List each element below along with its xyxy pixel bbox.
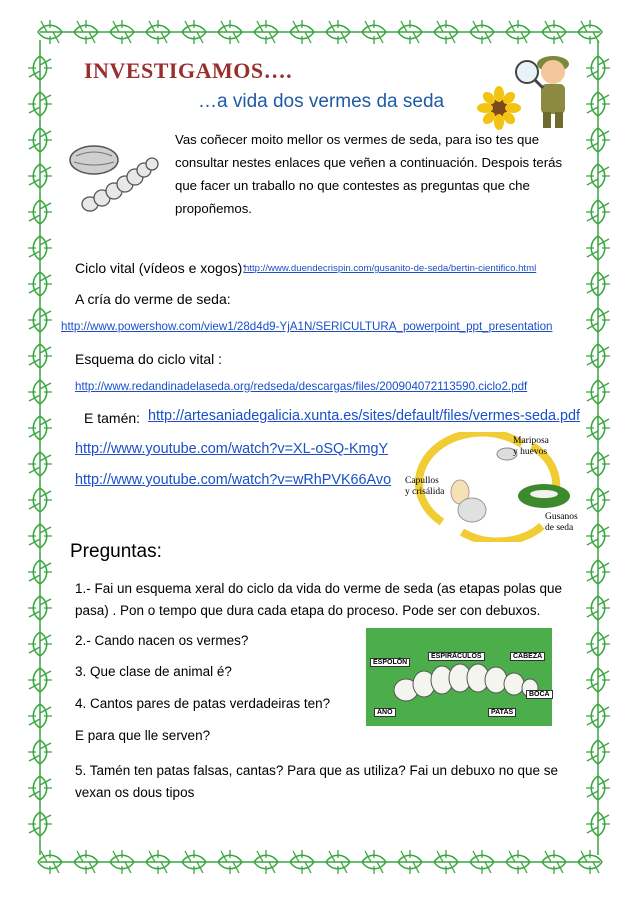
cria-label: A cría do verme de seda: xyxy=(75,291,231,307)
youtube-link-2[interactable]: http://www.youtube.com/watch?v=wRhPVK66Avo xyxy=(75,472,392,488)
esquema-label: Esquema do ciclo vital : xyxy=(75,351,223,367)
question-3: 3. Que clase de animal é? xyxy=(75,664,232,679)
label-patas: PATAS xyxy=(488,708,516,717)
questions-heading: Preguntas: xyxy=(70,541,162,562)
ciclo-vital-label: Ciclo vital (vídeos e xogos): xyxy=(75,260,247,276)
label-ano: ANO xyxy=(374,708,396,717)
page-subtitle: …a vida dos vermes da seda xyxy=(198,91,445,112)
label-espolon: ESPOLÓN xyxy=(370,658,410,667)
cycle-label-mariposa: Mariposa y huevos xyxy=(513,436,549,457)
anatomy-diagram xyxy=(366,628,552,726)
tamen-link[interactable]: http://artesaniadegalicia.xunta.es/sites/default/files/vermes-seda.pdf xyxy=(148,408,580,424)
tamen-label: E tamén: xyxy=(84,410,141,426)
cycle-label-gusanos: Gusanos de seda xyxy=(545,512,578,533)
question-2: 2.- Cando nacen os vermes? xyxy=(75,633,249,648)
label-cabeza: CABEZA xyxy=(510,652,545,661)
esquema-link[interactable]: http://www.redandinadelaseda.org/redseda/descargas/files/200904072113590.ciclo2.pdf xyxy=(75,380,528,393)
label-espiraculos: ESPIRÁCULOS xyxy=(428,652,485,661)
cycle-label-capullos: Capullos y crisálida xyxy=(405,476,445,497)
youtube-link-1[interactable]: http://www.youtube.com/watch?v=XL-oSQ-KmgY xyxy=(75,441,389,457)
silkworm-sketch xyxy=(62,138,167,220)
question-4b: E para que lle serven? xyxy=(75,728,211,743)
intro-paragraph: Vas coñecer moito mellor os vermes de seda, para iso tes que consultar nestes enlaces que veñen a continuación. Despois terás que facer un traballo no que contestes as preguntas que che propoñemos. xyxy=(175,132,563,216)
investigator-illustration xyxy=(475,42,585,132)
cria-link[interactable]: http://www.powershow.com/view1/28d4d9-YjA1N/SERICULTURA_powerpoint_ppt_presentation xyxy=(61,320,553,333)
question-1: 1.- Fai un esquema xeral do ciclo da vida do verme de seda (as etapas polas que pasa) . Pon o tempo que dura cada etapa do proceso. Pode ser con debuxos. xyxy=(75,581,563,618)
ciclo-vital-link[interactable]: http://www.duendecrispin.com/gusanito-de-seda/bertin-cientifico.html xyxy=(244,263,537,274)
question-5: 5. Tamén ten patas falsas, cantas? Para que as utiliza? Fai un debuxo no que se vexan os dous tipos xyxy=(75,763,559,800)
page-title: INVESTIGAMOS…. xyxy=(84,58,293,83)
label-boca: BOCA xyxy=(526,690,553,699)
question-4: 4. Cantos pares de patas verdadeiras ten? xyxy=(75,696,331,711)
